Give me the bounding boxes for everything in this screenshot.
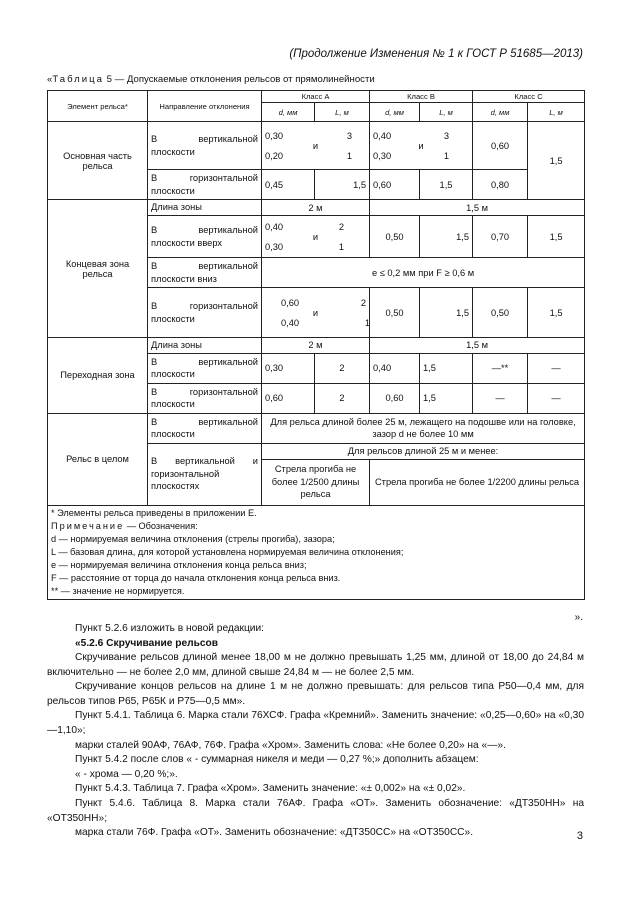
direction-cell: В горизонтальной плоскости bbox=[148, 383, 262, 413]
cell-value: — bbox=[528, 383, 585, 413]
element-whole-rail: Рельс в целом bbox=[48, 413, 148, 505]
cell-value: 2 м bbox=[262, 200, 370, 216]
section-heading: «5.2.6 Скручивание рельсов bbox=[75, 637, 219, 649]
direction-cell: В вертикальной плоскости вверх bbox=[148, 216, 262, 258]
paragraph: « - хрома — 0,20 %;». bbox=[75, 768, 178, 780]
paragraph: Пункт 5.4.2 после слов « - суммарная никеля и меди — 0,27 %;» дополнить абзацем: bbox=[75, 754, 479, 766]
cell-value: — bbox=[473, 383, 528, 413]
cell-value: Для рельсов длиной 25 м и менее: bbox=[262, 443, 585, 459]
cell-value: 0,70 bbox=[473, 216, 528, 258]
direction-cell: В вертикальной и горизонтальной плоскостях bbox=[148, 443, 262, 505]
note-line: e — нормируемая величина отклонения конца рельса вниз; bbox=[51, 559, 307, 570]
paragraph: Пункт 5.4.3. Таблица 7. Графа «Хром». Заменить значение: «± 0,002» на «± 0,02». bbox=[75, 783, 466, 795]
cell-value: 0,40 bbox=[370, 353, 420, 383]
cell-value: — bbox=[528, 353, 585, 383]
note-line: F — расстояние от торца до начала отклонения конца рельса вниз. bbox=[51, 572, 341, 583]
cell-value: Для рельса длиной более 25 м, лежащего на подошве или на головке, зазор d не более 10 мм bbox=[262, 413, 585, 443]
table-row bbox=[48, 338, 585, 354]
header-row-1 bbox=[48, 91, 585, 103]
cell-value: 0,50 bbox=[370, 288, 420, 338]
direction-cell: В горизонтальной плоскости bbox=[148, 170, 262, 200]
header-c-d: d, мм bbox=[473, 103, 528, 122]
paragraph: марки сталей 90АФ, 76АФ, 76Ф. Графа «Хром». Заменить слова: «Не более 0,20» на «—». bbox=[75, 739, 506, 751]
cell-value: 1,5 bbox=[528, 288, 585, 338]
paragraph: Скручивание рельсов длиной менее 18,00 м не должно превышать 1,25 мм, длиной от 18,00 до 24,84 м включительно — не более 2,0 мм, длиной свыше 24,84 м — не более 2,5 мм. bbox=[47, 652, 584, 678]
cell-value: —** bbox=[473, 353, 528, 383]
header-b-d: d, мм bbox=[370, 103, 420, 122]
cell-value: 2 bbox=[315, 383, 370, 413]
direction-cell: В вертикальной плоскости bbox=[148, 353, 262, 383]
cell-value: 0,30 bbox=[262, 353, 315, 383]
cell-value: 1,5 м bbox=[370, 338, 585, 354]
element-end-zone: Концевая зона рельса bbox=[48, 200, 148, 338]
table-close-quote: ». bbox=[574, 612, 583, 623]
page-number: 3 bbox=[576, 830, 583, 842]
header-a-d: d, мм bbox=[262, 103, 315, 122]
cell-value: 2 bbox=[315, 353, 370, 383]
cell-value: 0,60 bbox=[370, 383, 420, 413]
element-transition-zone: Переходная зона bbox=[48, 338, 148, 414]
class-b-stack-cell: 0,40 3 и 0,30 1 bbox=[370, 122, 473, 170]
header-class-b: Класс В bbox=[370, 91, 473, 103]
cell-value: 0,80 bbox=[473, 170, 528, 200]
class-a-stack-cell: 0,30 3 и 0,20 1 bbox=[262, 122, 370, 170]
header-direction: Направление отклонения bbox=[148, 91, 262, 122]
cell-value: 0,60 bbox=[473, 122, 528, 170]
cell-value: 1,5 bbox=[420, 353, 473, 383]
paragraph: Пункт 5.4.6. Таблица 8. Марка стали 76АФ. Графа «ОТ». Заменить обозначение: «ДТ350НН» на «ОТ350НН»; bbox=[47, 797, 584, 824]
header-class-c: Класс С bbox=[473, 91, 585, 103]
direction-cell: Длина зоны bbox=[148, 200, 262, 216]
paragraph: Скручивание концов рельсов на длине 1 м не должно превышать: для рельсов типа Р50—0,4 мм, для рельсов типов Р65, Р65К и Р75—0,5 мм». bbox=[47, 681, 584, 707]
cell-value: e ≤ 0,2 мм при F ≥ 0,6 м bbox=[262, 258, 585, 288]
cell-value: 1,5 bbox=[420, 170, 473, 200]
class-a-stack-cell: 0,60 2 и 0,40 1 bbox=[262, 288, 370, 338]
cell-value: 1,5 bbox=[315, 170, 370, 200]
cell-value: 1,5 bbox=[528, 122, 585, 200]
amendment-text bbox=[47, 622, 584, 841]
direction-cell: Длина зоны bbox=[148, 338, 262, 354]
table-row bbox=[48, 122, 585, 170]
header-c-l: L, м bbox=[528, 103, 585, 122]
cell-value: 2 м bbox=[262, 338, 370, 354]
header-b-l: L, м bbox=[420, 103, 473, 122]
table-title bbox=[47, 74, 375, 85]
table-title-word: Таблица bbox=[52, 74, 104, 85]
continuation-note: (Продолжение Изменения № 1 к ГОСТ Р 51685—2013) bbox=[289, 48, 583, 60]
note-line: * Элементы рельса приведены в приложении Е. bbox=[51, 507, 257, 518]
element-main-part: Основная часть рельса bbox=[48, 122, 148, 200]
cell-value: 0,50 bbox=[370, 216, 420, 258]
cell-value: 1,5 м bbox=[370, 200, 585, 216]
header-a-l: L, м bbox=[315, 103, 370, 122]
header-element: Элемент рельса* bbox=[48, 91, 148, 122]
direction-cell: В вертикальной плоскости вниз bbox=[148, 258, 262, 288]
table-row bbox=[48, 200, 585, 216]
paragraph: марка стали 76Ф. Графа «ОТ». Заменить обозначение: «ДТ350СС» на «ОТ350СС». bbox=[75, 827, 474, 839]
cell-value: Стрела прогиба не более 1/2500 длины рельса bbox=[262, 459, 370, 505]
notes-row bbox=[48, 505, 585, 599]
class-a-stack-cell: 0,40 2 и 0,30 1 bbox=[262, 216, 370, 258]
direction-cell: В вертикальной плоскости bbox=[148, 413, 262, 443]
direction-cell: В горизонтальной плоскости bbox=[148, 288, 262, 338]
table-title-quote: « bbox=[47, 74, 53, 85]
table-title-text: 5 — Допускаемые отклонения рельсов от прямолинейности bbox=[103, 74, 375, 85]
cell-value: 1,5 bbox=[420, 383, 473, 413]
note-line: Примечание — Обозначения: bbox=[51, 520, 198, 531]
cell-value: 0,50 bbox=[473, 288, 528, 338]
cell-value: 0,60 bbox=[370, 170, 420, 200]
table-notes bbox=[48, 505, 585, 599]
cell-value: 0,45 bbox=[262, 170, 315, 200]
paragraph: Пункт 5.4.1. Таблица 6. Марка стали 76ХСФ. Графа «Кремний». Заменить значение: «0,25—0,60» на «0,30—1,10»; bbox=[47, 710, 584, 737]
cell-value: Стрела прогиба не более 1/2200 длины рельса bbox=[370, 459, 585, 505]
header-class-a: Класс А bbox=[262, 91, 370, 103]
direction-cell: В вертикальной плоскости bbox=[148, 122, 262, 170]
deviation-table bbox=[47, 90, 585, 600]
paragraph: Пункт 5.2.6 изложить в новой редакции: bbox=[75, 623, 265, 634]
cell-value: 1,5 bbox=[420, 216, 473, 258]
cell-value: 1,5 bbox=[528, 216, 585, 258]
note-line: ** — значение не нормируется. bbox=[51, 585, 185, 596]
cell-value: 0,60 bbox=[262, 383, 315, 413]
note-line: L — базовая длина, для которой установлена нормируемая величина отклонения; bbox=[51, 546, 404, 557]
cell-value: 1,5 bbox=[420, 288, 473, 338]
note-line: d — нормируемая величина отклонения (стрелы прогиба), зазора; bbox=[51, 533, 335, 544]
table-row bbox=[48, 413, 585, 443]
